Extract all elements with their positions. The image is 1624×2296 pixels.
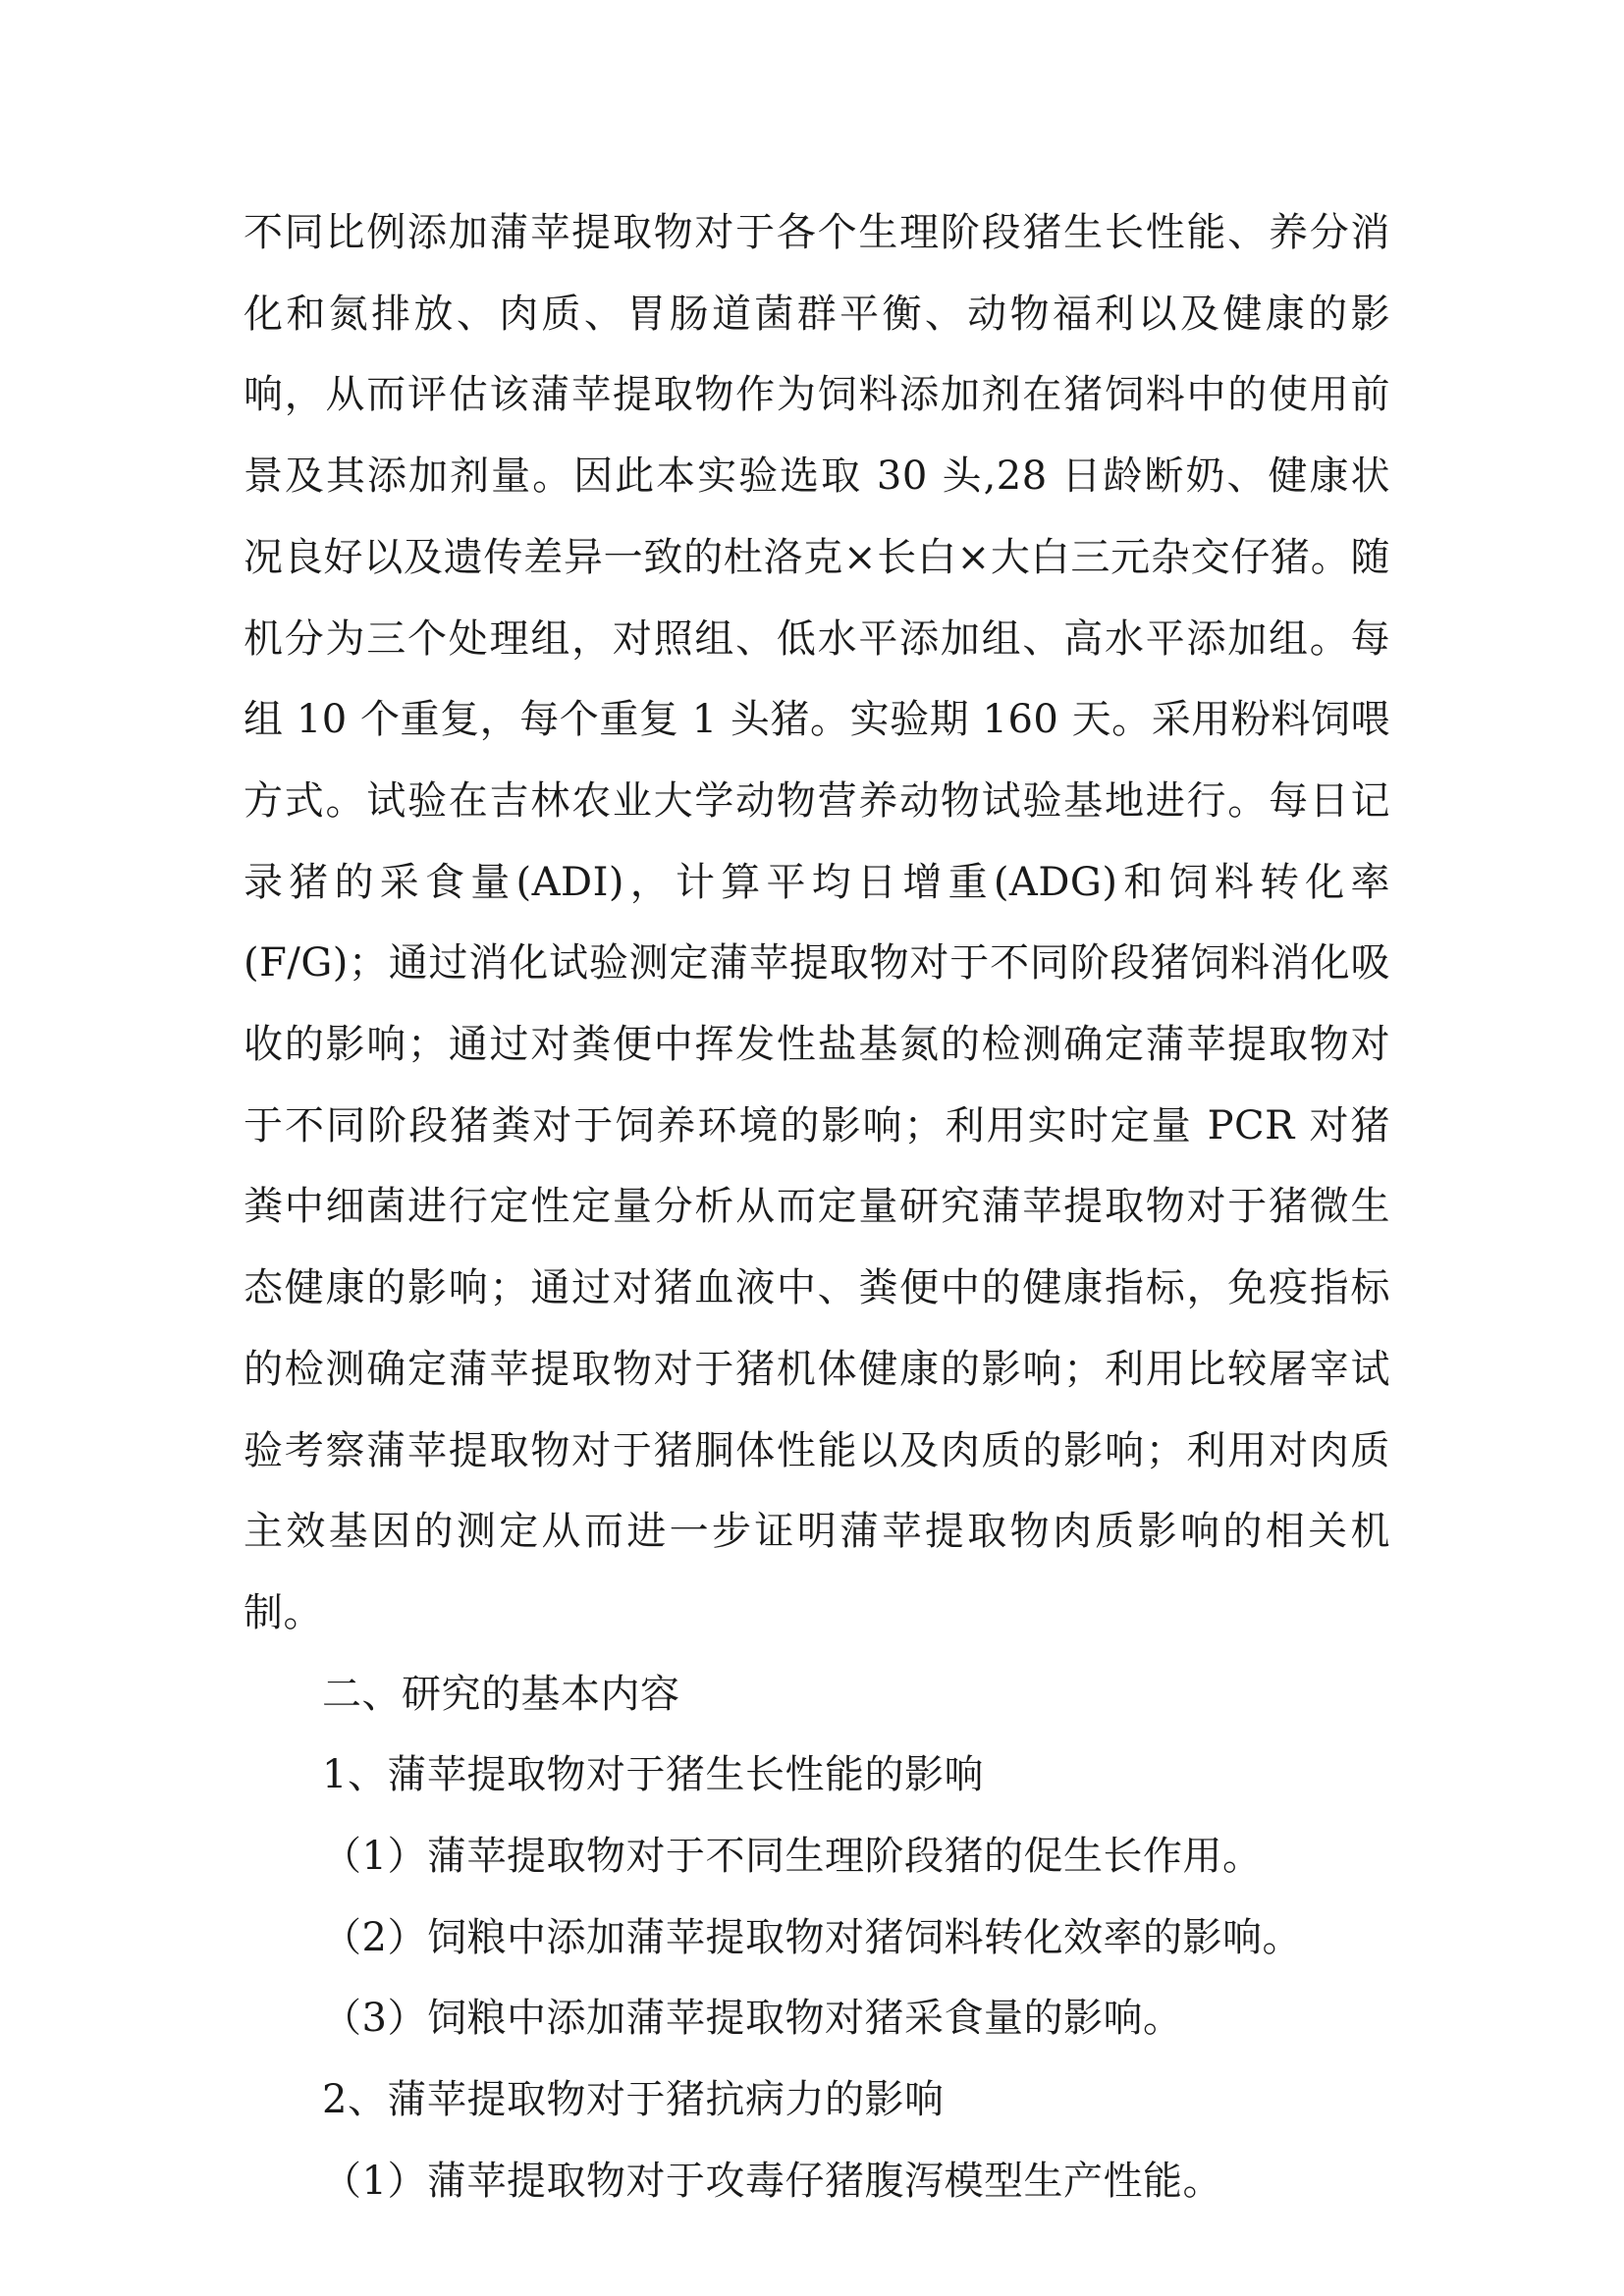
subsection-heading: 2、蒲苹提取物对于猪抗病力的影响 [322,2077,945,2123]
list-item: （2）饲粮中添加蒲苹提取物对猪饲料转化效率的影响。 [322,1914,1302,1960]
list-item: （1）蒲苹提取物对于不同生理阶段猪的促生长作用。 [322,1834,1263,1880]
list-item: （3）饲粮中添加蒲苹提取物对猪采食量的影响。 [322,1996,1183,2042]
section-heading: 二、研究的基本内容 [322,1671,680,1717]
document-body [244,192,1390,2222]
subsection-heading: 1、蒲苹提取物对于猪生长性能的影响 [322,1752,984,1798]
list-item: （1）蒲苹提取物对于攻毒仔猪腹泻模型生产性能。 [322,2158,1222,2204]
body-paragraph: 不同比例添加蒲苹提取物对于各个生理阶段猪生长性能、养分消化和氮排放、肉质、胃肠道菌群平衡、动物福利以及健康的影响，从而评估该蒲苹提取物作为饲料添加剂在猪饲料中的使用前景及其添加剂量。因此本实验选取 30 头,28 日龄断奶、健康状况良好以及遗传差异一致的杜洛克×长白×大白三元杂交仔猪。随机分为三个处理组，对照组、低水平添加组、高水平添加组。每组 10 个重复，每个重复 1 头猪。实验期 160 天。采用粉料饲喂方式。试验在吉林农业大学动物营养动物试验基地进行。每日记录猪的采食量(ADI)，计算平均日增重(ADG)和饲料转化率(F/G)；通过消化试验测定蒲苹提取物对于不同阶段猪饲料消化吸收的影响；通过对粪便中挥发性盐基氮的检测确定蒲苹提取物对于不同阶段猪粪对于饲养环境的影响；利用实时定量 PCR 对猪粪中细菌进行定性定量分析从而定量研究蒲苹提取物对于猪微生态健康的影响；通过对猪血液中、粪便中的健康指标，免疫指标的检测确定蒲苹提取物对于猪机体健康的影响；利用比较屠宰试验考察蒲苹提取物对于猪胴体性能以及肉质的影响；利用对肉质主效基因的测定从而进一步证明蒲苹提取物肉质影响的相关机制。 [244,210,1390,1635]
